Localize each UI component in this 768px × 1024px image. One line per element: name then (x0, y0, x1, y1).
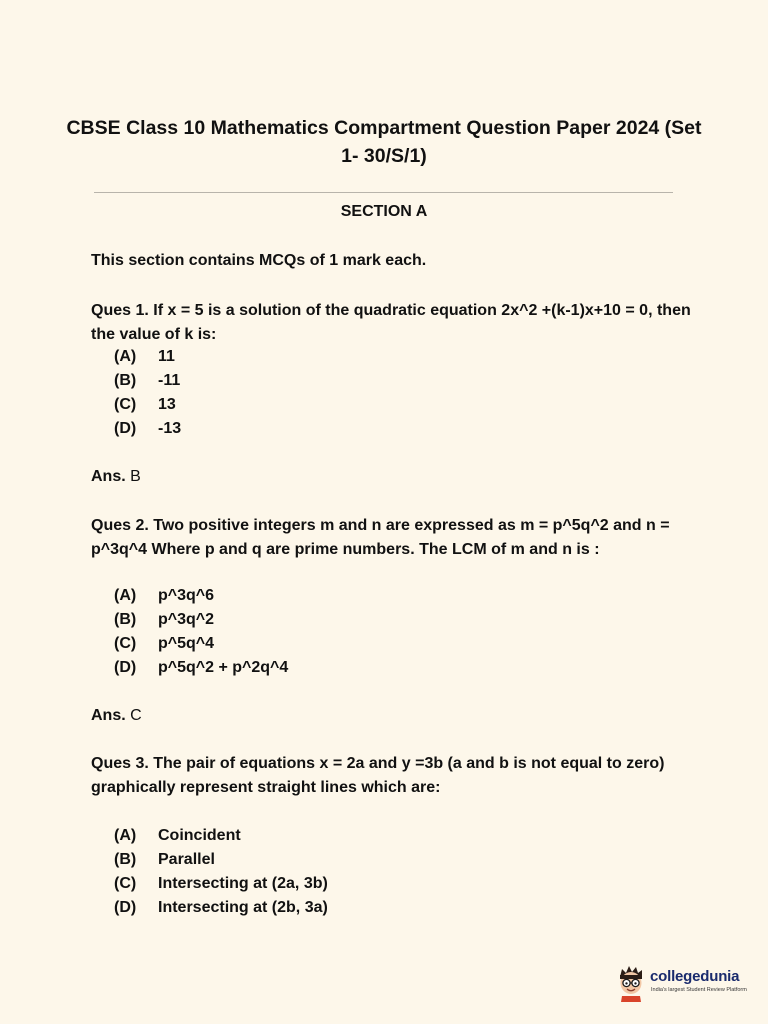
option-text: p^5q^2 + p^2q^4 (158, 659, 289, 676)
option-row (114, 824, 328, 848)
option-text: Intersecting at (2b, 3a) (158, 899, 328, 916)
mascot-icon (614, 964, 648, 1002)
option-row (114, 393, 181, 417)
option-letter: (C) (114, 875, 137, 892)
option-text: 13 (158, 396, 176, 413)
logo-tagline: India's largest Student Review Platform (651, 987, 747, 993)
option-row (114, 896, 328, 920)
option-letter: (D) (114, 659, 137, 676)
title-divider (94, 192, 673, 193)
collegedunia-logo (614, 964, 747, 1004)
option-letter: (A) (114, 587, 137, 604)
option-text: p^5q^4 (158, 635, 215, 652)
option-letter: (C) (114, 396, 137, 413)
option-letter: (A) (114, 348, 137, 365)
option-text: p^3q^6 (158, 587, 215, 604)
option-text: -13 (158, 420, 182, 437)
question-3-options (114, 824, 328, 920)
option-row (114, 584, 288, 608)
option-letter: (B) (114, 851, 137, 868)
answer-value: C (130, 707, 142, 724)
question-2-options (114, 584, 288, 680)
option-row (114, 656, 288, 680)
option-letter: (B) (114, 372, 137, 389)
question-1-answer (91, 465, 141, 489)
option-row (114, 872, 328, 896)
option-text: -11 (158, 372, 181, 389)
option-row (114, 345, 181, 369)
section-heading: SECTION A (340, 203, 428, 220)
option-letter: (A) (114, 827, 137, 844)
option-row (114, 369, 181, 393)
question-1-text: Ques 1. If x = 5 is a solution of the quadratic equation 2x^2 +(k-1)x+10 = 0, then the value of k is: (91, 302, 691, 343)
option-row (114, 848, 328, 872)
question-3-text: Ques 3. The pair of equations x = 2a and y =3b (a and b is not equal to zero) graphically represent straight lines which are: (91, 755, 665, 796)
option-text: p^3q^2 (158, 611, 215, 628)
option-row (114, 608, 288, 632)
option-text: Intersecting at (2a, 3b) (158, 875, 328, 892)
answer-value: B (130, 468, 141, 485)
answer-label: Ans. (91, 707, 126, 724)
question-2-text: Ques 2. Two positive integers m and n are expressed as m = p^5q^2 and n = p^3q^4 Where p and q are prime numbers. The LCM of m and n is : (91, 517, 670, 558)
answer-label: Ans. (91, 468, 126, 485)
logo-name: collegedunia (650, 968, 740, 985)
option-row (114, 632, 288, 656)
section-intro: This section contains MCQs of 1 mark each. (91, 252, 427, 269)
option-row (114, 417, 181, 441)
option-text: Coincident (158, 827, 241, 844)
page-title: CBSE Class 10 Mathematics Compartment Question Paper 2024 (Set 1- 30/S/1) (66, 117, 702, 167)
option-text: 11 (158, 348, 175, 365)
option-letter: (D) (114, 899, 137, 916)
option-letter: (D) (114, 420, 137, 437)
option-text: Parallel (158, 851, 215, 868)
question-1-options (114, 345, 181, 441)
option-letter: (C) (114, 635, 137, 652)
option-letter: (B) (114, 611, 137, 628)
question-2-answer (91, 704, 142, 728)
